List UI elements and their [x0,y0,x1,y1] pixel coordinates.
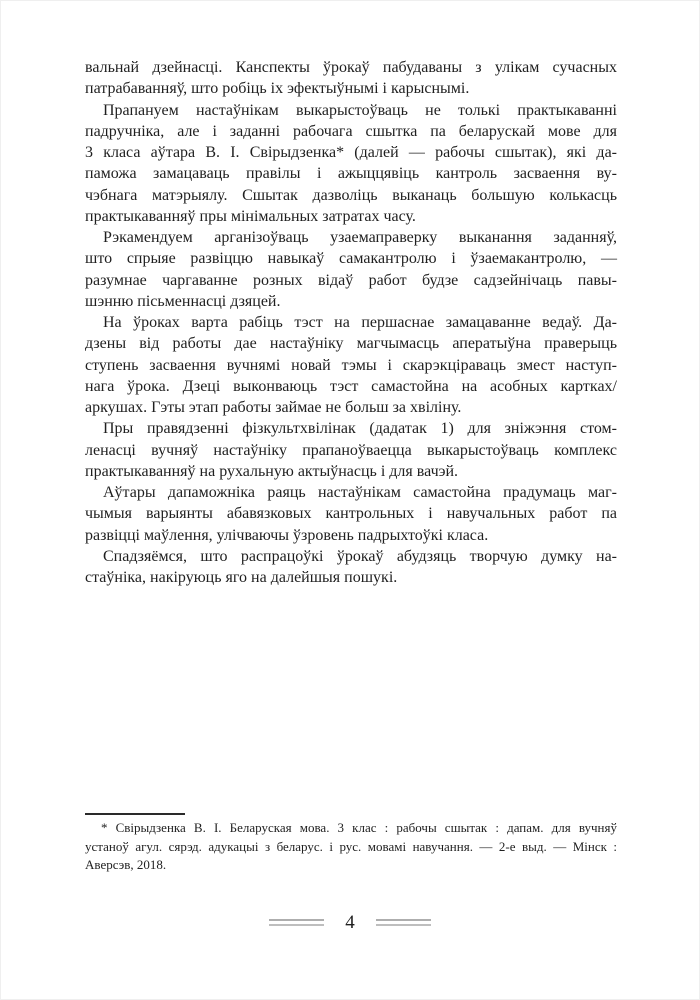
text-line: дзены від работы дае настаўніку магчымасць аператыўна праверыць [85,335,617,353]
text-line: ленасці вучняў настаўніку прапаноўваецца выкарыстоўваць комплекс [85,441,617,459]
text-line: 3 класа аўтара В. І. Свірыдзенка* (далей — рабочы сшытак), які да- [85,144,617,161]
text-line: падручніка, але і заданні рабочага сшытка па беларускай мове для [85,122,617,140]
footnote-text [85,819,617,875]
text-line: патрабаванняў, што робіць іх эфектыўнымі і карыснымі. [85,80,470,98]
text-line: чымыя варыянты абавязковых кантрольных і навучальных работ па [85,505,617,523]
text-line: разумнае чаргаванне розных відаў работ будзе садзейнічаць павы- [85,271,617,289]
text-line: Рэкамендуем арганізоўваць узаемаправерку выканання заданняў, [103,229,617,246]
text-line: вальнай дзейнасці. Канспекты ўрокаў пабудаваны з улікам сучасных [85,59,617,76]
text-line: чэбнага матэрыялу. Сшытак дазволіць выканаць большую колькасць [85,186,617,204]
text-line: нага ўрока. Дзеці выконваюць тэст самастойна на асобных картках/ [85,377,617,395]
text-line: Аверсэв, 2018. [85,857,167,872]
footer-rule-right [376,919,431,926]
text-line: Пры правядзенні фізкультхвілінак (дадатак 1) для зніжэння стом- [103,420,617,438]
text-line: паможа замацаваць правілы і ажыццявіць кантроль засваення ву- [85,165,617,183]
body-text [85,57,617,588]
text-line: практыкаванняў на рухальную актыўнасць і для вачэй. [85,462,459,480]
page-number: 4 [345,912,355,933]
text-line: Спадзяёмся, што распрацоўкі ўрокаў абудзяць творчую думку на- [103,547,617,565]
text-line: Аўтары дапаможніка раяць настаўнікам самастойна прадумаць маг- [103,484,617,501]
footer-rule-left [269,919,324,926]
text-line: аркушах. Гэты этап работы займае не больш за хвіліну. [85,399,462,416]
text-line: стаўніка, накіруюць яго на далейшыя пошукі. [85,569,398,586]
text-line: практыкаванняў пры мінімальных затратах часу. [85,207,416,225]
text-line: шэнню пісьменнасці дзяцей. [85,292,281,310]
footnote-separator-rule [85,813,185,815]
text-line: * Свірыдзенка В. І. Беларуская мова. 3 клас : рабочы сшытак : дапам. для вучняў [101,820,617,835]
text-line: ступень засваення вучнямі новай тэмы і скарэкціраваць змест наступ- [85,356,617,374]
page-footer [0,913,700,932]
text-line: устаноў агул. сярэд. адукацыі з беларус. і рус. мовамі навучання. — 2-е выд. — Мінск : [85,838,617,854]
footnote [85,813,617,875]
text-line: што спрыяе развіццю навыкаў самакантролю і ўзаемакантролю, — [85,250,617,268]
text-line: развіцці маўлення, улічваючы ўзровень падрыхтоўкі класа. [85,526,489,544]
text-line: Прапануем настаўнікам выкарыстоўваць не толькі практыкаванні [103,101,617,119]
text-line: На ўроках варта рабіць тэст на першаснае замацаванне ведаў. Да- [103,314,617,331]
